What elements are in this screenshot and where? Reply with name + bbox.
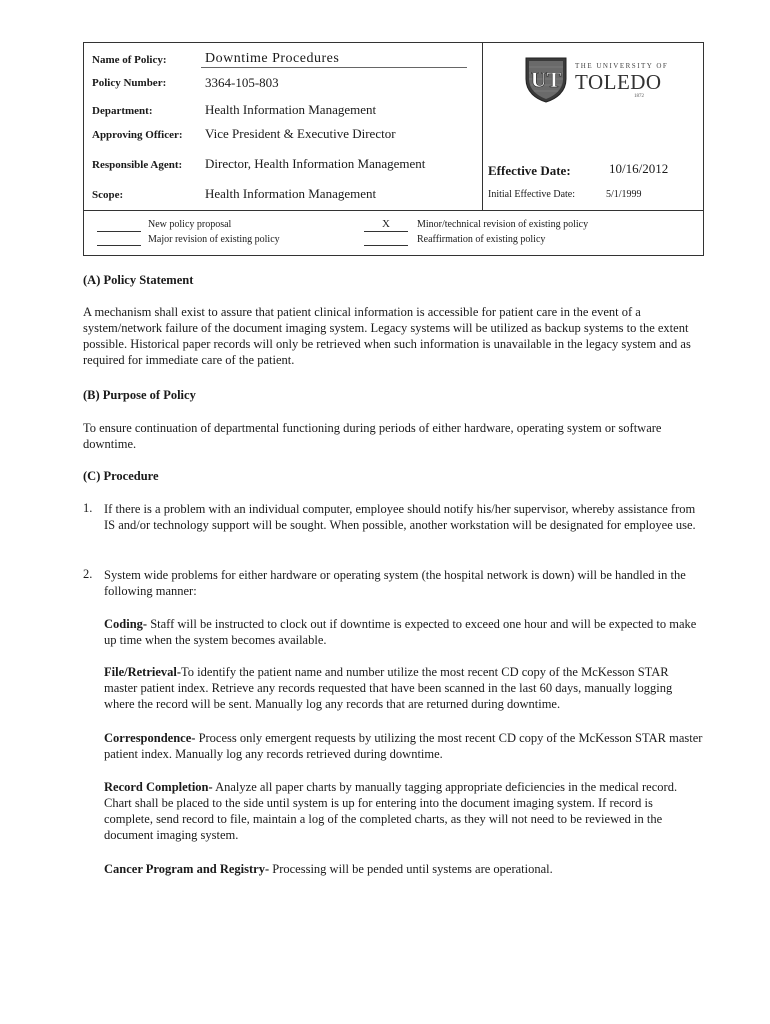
effective-date-value: 10/16/2012 bbox=[609, 161, 669, 176]
initial-effective-date-label: Initial Effective Date: bbox=[488, 189, 575, 200]
new-policy-label: New policy proposal bbox=[148, 219, 232, 230]
item-1-text: If there is a problem with an individual computer, employee should notify his/her supervisor, whereby assistance from IS and/or technology support will be sought. When possible, another workstation will be designated for employee use. bbox=[104, 502, 696, 532]
record-completion-paragraph bbox=[104, 779, 704, 843]
header-horizontal-divider bbox=[84, 210, 703, 211]
ut-shield-icon bbox=[523, 55, 569, 103]
cancer-program-text: Processing will be pended until systems are operational. bbox=[269, 862, 553, 876]
logo-toledo-text: TOLEDO bbox=[575, 70, 662, 94]
approving-officer-label: Approving Officer: bbox=[92, 129, 183, 141]
policy-number: 3364-105-803 bbox=[205, 75, 279, 90]
policy-header-table bbox=[83, 42, 704, 256]
minor-revision-mark: X bbox=[382, 218, 390, 230]
header-vertical-divider bbox=[482, 43, 483, 210]
cancer-program-paragraph bbox=[104, 861, 704, 877]
logo-year: 1872 bbox=[634, 94, 644, 99]
scope-label: Scope: bbox=[92, 189, 124, 201]
responsible-agent-label: Responsible Agent: bbox=[92, 159, 183, 171]
name-of-policy-label: Name of Policy: bbox=[92, 54, 167, 66]
reaffirmation-blank bbox=[364, 245, 408, 246]
scope-value: Health Information Management bbox=[205, 186, 377, 201]
file-retrieval-label: File/Retrieval- bbox=[104, 665, 182, 679]
title-underline bbox=[201, 67, 467, 68]
coding-label: Coding- bbox=[104, 617, 148, 631]
initial-effective-date-value: 5/1/1999 bbox=[606, 189, 642, 200]
ut-monogram: UT bbox=[530, 67, 562, 92]
correspondence-text: Process only emergent requests by utilizing the most recent CD copy of the McKesson STAR master patient index. Manually log any records retrieved during downtime. bbox=[104, 731, 703, 761]
item-2-number: 2. bbox=[83, 567, 93, 581]
minor-revision-label: Minor/technical revision of existing policy bbox=[417, 219, 589, 230]
cancer-program-label: Cancer Program and Registry- bbox=[104, 862, 270, 876]
responsible-agent-value: Director, Health Information Management bbox=[205, 156, 426, 171]
file-retrieval-text: To identify the patient name and number utilize the most recent CD copy of the McKesson STAR master patient index. Retrieve any records requested that have been scanned in the last 60 days, manually logging where the record will be sent. Manually log any records that are returned during downtime. bbox=[104, 665, 673, 711]
file-retrieval-paragraph bbox=[104, 664, 704, 712]
record-completion-label: Record Completion- bbox=[104, 780, 213, 794]
correspondence-paragraph bbox=[104, 730, 704, 762]
coding-paragraph bbox=[104, 616, 704, 648]
effective-date-label: Effective Date: bbox=[488, 163, 571, 178]
reaffirmation-label: Reaffirmation of existing policy bbox=[417, 234, 546, 245]
section-a-heading: (A) Policy Statement bbox=[83, 273, 194, 287]
policy-number-label: Policy Number: bbox=[92, 77, 167, 89]
record-completion-text: Analyze all paper charts by manually tagging appropriate deficiencies in the medical record. Chart shall be placed to the side until system is up for entering into the document imaging system. If record is complete, send record to file, maintain a log of the completed charts, as they will not need to be reviewed in the document imaging system. bbox=[104, 780, 678, 842]
policy-name: Downtime Procedures bbox=[205, 51, 340, 66]
university-logo bbox=[523, 53, 673, 105]
item-2-text: System wide problems for either hardware or operating system (the hospital network is down) will be handled in the following manner: bbox=[104, 568, 686, 598]
coding-text: Staff will be instructed to clock out if downtime is expected to exceed one hour and will be expected to make up time when the system becomes available. bbox=[104, 617, 697, 647]
approving-officer-value: Vice President & Executive Director bbox=[205, 126, 396, 141]
new-policy-blank bbox=[97, 231, 141, 232]
minor-revision-blank bbox=[364, 231, 408, 232]
item-1-number: 1. bbox=[83, 501, 93, 515]
section-b-heading: (B) Purpose of Policy bbox=[83, 388, 196, 402]
section-c-heading: (C) Procedure bbox=[83, 469, 159, 483]
department-label: Department: bbox=[92, 105, 153, 117]
major-revision-label: Major revision of existing policy bbox=[148, 234, 280, 245]
logo-university-text: THE UNIVERSITY OF bbox=[575, 62, 669, 70]
section-b-body: To ensure continuation of departmental functioning during periods of either hardware, operating system or software downtime. bbox=[83, 421, 662, 451]
major-revision-blank bbox=[97, 245, 141, 246]
department-value: Health Information Management bbox=[205, 102, 377, 117]
section-a-body: A mechanism shall exist to assure that patient clinical information is accessible for patient care in the event of a system/network failure of the document imaging system. Legacy systems will be utilized as backup systems to the extent possible. Historical paper records will only be retrieved when such information is unavailable in the legacy system and as required for immediate care of the patient. bbox=[83, 305, 691, 367]
correspondence-label: Correspondence- bbox=[104, 731, 196, 745]
